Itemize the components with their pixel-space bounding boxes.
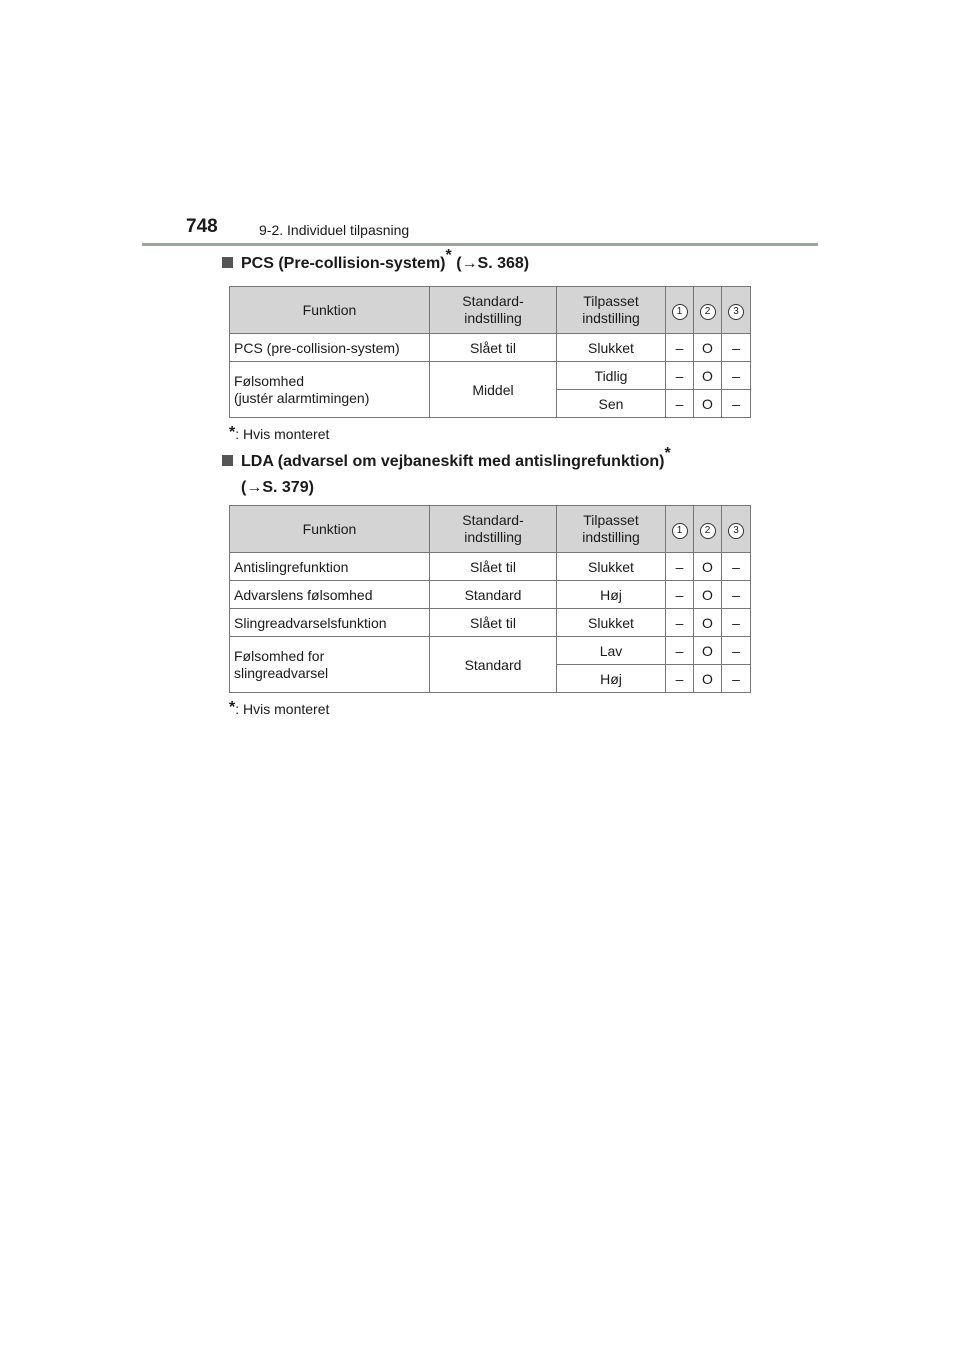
page-reference-link[interactable]: (→S. 379) bbox=[241, 479, 314, 496]
table-row bbox=[230, 334, 751, 362]
cell-custom: Slukket bbox=[557, 609, 666, 637]
table-row bbox=[230, 581, 751, 609]
header-num-1 bbox=[666, 287, 694, 334]
cell-function bbox=[230, 637, 430, 693]
header-divider bbox=[142, 243, 818, 246]
table-row bbox=[230, 553, 751, 581]
cell-col2: O bbox=[694, 581, 722, 609]
section-heading-lda bbox=[222, 444, 671, 500]
header-custom-line1: Tilpasset bbox=[583, 293, 639, 309]
header-custom bbox=[557, 287, 666, 334]
cell-col1: – bbox=[666, 609, 694, 637]
cell-col2: O bbox=[694, 609, 722, 637]
cell-function: Slingreadvarselsfunktion bbox=[230, 609, 430, 637]
table-row bbox=[230, 362, 751, 390]
cell-col3: – bbox=[722, 553, 751, 581]
table-header-row bbox=[230, 506, 751, 553]
cell-default: Standard bbox=[430, 637, 557, 693]
cell-col1: – bbox=[666, 581, 694, 609]
cell-function: Advarslens følsomhed bbox=[230, 581, 430, 609]
cell-col2: O bbox=[694, 390, 722, 418]
asterisk-marker: * bbox=[445, 246, 452, 264]
cell-function: Antislingrefunktion bbox=[230, 553, 430, 581]
section-title: PCS (Pre-collision-system) bbox=[241, 255, 446, 272]
cell-col1: – bbox=[666, 637, 694, 665]
header-function: Funktion bbox=[230, 287, 430, 334]
header-num-1 bbox=[666, 506, 694, 553]
footnote-asterisk: * bbox=[229, 424, 236, 441]
cell-col3: – bbox=[722, 665, 751, 693]
cell-custom: Lav bbox=[557, 637, 666, 665]
header-function: Funktion bbox=[230, 506, 430, 553]
cell-default: Slået til bbox=[430, 553, 557, 581]
footnote bbox=[229, 699, 329, 717]
table-header-row bbox=[230, 287, 751, 334]
settings-table-pcs bbox=[229, 286, 751, 418]
footnote-text: : Hvis monteret bbox=[235, 701, 330, 717]
cell-col1: – bbox=[666, 334, 694, 362]
circled-2-icon: 2 bbox=[700, 523, 716, 539]
circled-1-icon: 1 bbox=[672, 304, 688, 320]
header-custom-line1: Tilpasset bbox=[583, 512, 639, 528]
cell-col2: O bbox=[694, 334, 722, 362]
header-custom-line2: indstilling bbox=[582, 310, 640, 326]
cell-col3: – bbox=[722, 390, 751, 418]
square-bullet-icon bbox=[222, 455, 233, 466]
header-num-2 bbox=[694, 287, 722, 334]
header-default-line1: Standard- bbox=[462, 512, 524, 528]
cell-col3: – bbox=[722, 609, 751, 637]
header-num-2 bbox=[694, 506, 722, 553]
header-num-3 bbox=[722, 506, 751, 553]
cell-default: Slået til bbox=[430, 609, 557, 637]
header-num-3 bbox=[722, 287, 751, 334]
cell-custom: Slukket bbox=[557, 553, 666, 581]
header-default-line1: Standard- bbox=[462, 293, 524, 309]
cell-col1: – bbox=[666, 665, 694, 693]
cell-default: Slået til bbox=[430, 334, 557, 362]
cell-col2: O bbox=[694, 637, 722, 665]
footnote-asterisk: * bbox=[229, 699, 236, 716]
cell-function-line2: (justér alarmtimingen) bbox=[234, 389, 370, 406]
cell-function-line2: slingreadvarsel bbox=[234, 664, 329, 681]
header-default-line2: indstilling bbox=[464, 529, 522, 545]
cell-custom: Tidlig bbox=[557, 362, 666, 390]
cell-col3: – bbox=[722, 334, 751, 362]
settings-table-lda bbox=[229, 505, 751, 693]
square-bullet-icon bbox=[222, 257, 233, 268]
circled-3-icon: 3 bbox=[728, 523, 744, 539]
header-default bbox=[430, 506, 557, 553]
circled-3-icon: 3 bbox=[728, 304, 744, 320]
header-default bbox=[430, 287, 557, 334]
circled-2-icon: 2 bbox=[700, 304, 716, 320]
cell-col3: – bbox=[722, 581, 751, 609]
cell-col1: – bbox=[666, 390, 694, 418]
cell-col1: – bbox=[666, 553, 694, 581]
cell-col2: O bbox=[694, 665, 722, 693]
cell-function-line1: Følsomhed bbox=[234, 372, 305, 389]
cell-function-line1: Følsomhed for bbox=[234, 647, 325, 664]
cell-custom: Slukket bbox=[557, 334, 666, 362]
header-custom bbox=[557, 506, 666, 553]
cell-col2: O bbox=[694, 553, 722, 581]
breadcrumb: 9-2. Individuel tilpasning bbox=[259, 222, 410, 238]
cell-col1: – bbox=[666, 362, 694, 390]
table-row bbox=[230, 637, 751, 665]
cell-default: Middel bbox=[430, 362, 557, 418]
section-heading-pcs bbox=[222, 246, 530, 276]
cell-col3: – bbox=[722, 362, 751, 390]
footnote bbox=[229, 424, 329, 442]
cell-col3: – bbox=[722, 637, 751, 665]
section-title: LDA (advarsel om vejbaneskift med antislingrefunktion) bbox=[241, 453, 665, 470]
page-number: 748 bbox=[186, 216, 218, 237]
header-custom-line2: indstilling bbox=[582, 529, 640, 545]
cell-function bbox=[230, 362, 430, 418]
cell-col2: O bbox=[694, 362, 722, 390]
cell-default: Standard bbox=[430, 581, 557, 609]
header-default-line2: indstilling bbox=[464, 310, 522, 326]
circled-1-icon: 1 bbox=[672, 523, 688, 539]
cell-custom: Høj bbox=[557, 581, 666, 609]
asterisk-marker: * bbox=[664, 444, 671, 462]
page-reference-link[interactable]: (→S. 368) bbox=[456, 255, 530, 272]
cell-custom: Høj bbox=[557, 665, 666, 693]
table-row bbox=[230, 609, 751, 637]
cell-custom: Sen bbox=[557, 390, 666, 418]
cell-function: PCS (pre-collision-system) bbox=[230, 334, 430, 362]
footnote-text: : Hvis monteret bbox=[235, 426, 330, 442]
